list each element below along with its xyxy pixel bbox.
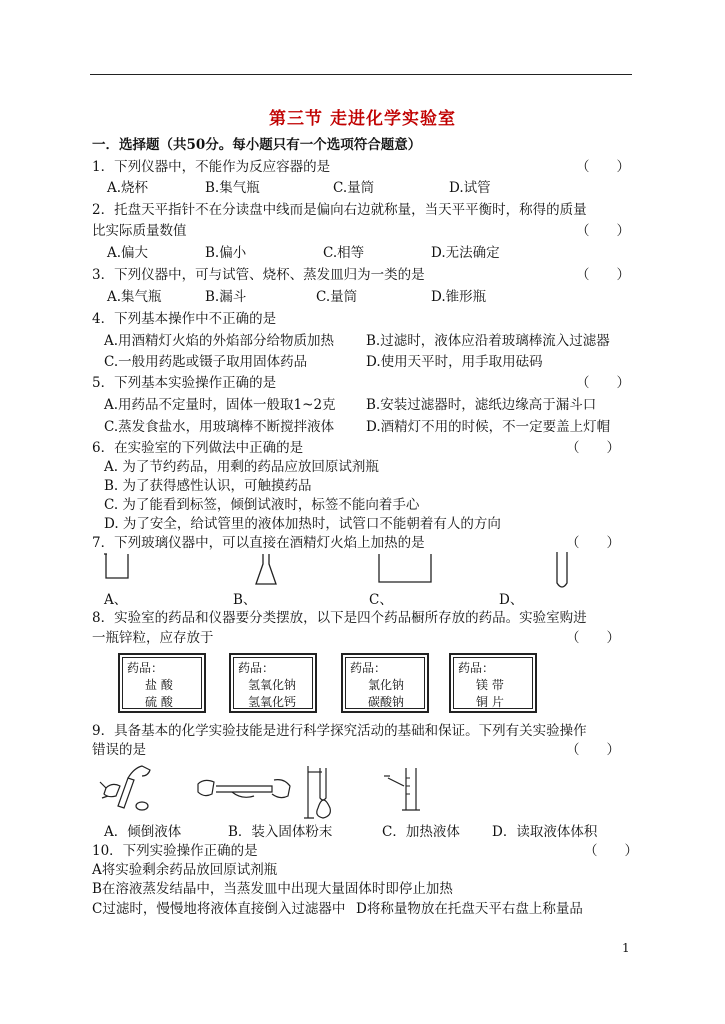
cabinet-3-item-2: 碳酸钠 <box>368 695 405 709</box>
cabinet-4 <box>449 653 537 713</box>
answer-paren-1: （ ） <box>576 159 630 175</box>
answer-paren-7: （ ） <box>566 535 620 551</box>
q1-option-a: A.烧杯 <box>107 180 149 196</box>
q2-option-c: C.相等 <box>323 245 365 261</box>
pouring-liquid-figure <box>98 762 156 812</box>
q7-option-a: A、 <box>104 592 128 608</box>
cabinet-4-head: 药品： <box>458 661 495 675</box>
solid-powder-figure <box>192 772 296 808</box>
question-4-stem: 4．下列基本操作中不正确的是 <box>92 311 277 327</box>
q4-option-c: C.一般用药匙或镊子取用固体药品 <box>104 354 308 370</box>
q6-option-c: C. 为了能看到标签，倾倒试液时，标签不能向着手心 <box>104 497 420 513</box>
header-rule <box>90 74 632 75</box>
q1-option-b: B.集气瓶 <box>205 180 260 196</box>
cabinet-3-item-1: 氯化钠 <box>368 678 405 692</box>
q2-option-a: A.偏大 <box>107 245 149 261</box>
q9-option-b: B．装入固体粉末 <box>228 824 333 840</box>
page-title: 第三节 走进化学实验室 <box>269 109 456 129</box>
q9-option-c: C．加热液体 <box>382 824 460 840</box>
q3-option-a: A.集气瓶 <box>107 289 162 305</box>
q2-option-b: B.偏小 <box>205 245 247 261</box>
test-tube-figure <box>554 551 570 591</box>
q3-option-b: B.漏斗 <box>205 289 247 305</box>
q7-option-d: D、 <box>499 592 524 608</box>
question-8-stem-cont: 一瓶锌粒，应存放于 <box>92 630 214 646</box>
question-5-stem: 5．下列基本实验操作正确的是 <box>92 375 277 391</box>
q5-option-c: C.蒸发食盐水，用玻璃棒不断搅拌液体 <box>104 419 335 435</box>
q10-option-a: A将实验剩余药品放回原试剂瓶 <box>92 862 278 878</box>
q10-option-d: D将称量物放在托盘天平右盘上称量品 <box>356 901 583 917</box>
q9-option-d: D．读取液体体积 <box>492 824 598 840</box>
answer-paren-6: （ ） <box>566 440 620 456</box>
evaporating-dish-figure <box>377 552 433 584</box>
answer-paren-9: （ ） <box>566 742 620 758</box>
cabinet-4-item-2: 铜 片 <box>476 695 504 709</box>
cabinet-2 <box>229 653 317 713</box>
cabinet-2-head: 药品： <box>238 661 275 675</box>
q5-option-a: A.用药品不定量时，固体一般取1~2克 <box>104 397 336 413</box>
cabinet-1-item-2: 硫 酸 <box>145 695 173 709</box>
question-7-stem: 7．下列玻璃仪器中，可以直接在酒精灯火焰上加热的是 <box>92 535 425 551</box>
question-10-stem: 10．下列实验操作正确的是 <box>92 843 258 859</box>
cabinet-2-item-2: 氢氧化钙 <box>248 695 297 709</box>
question-8-stem: 8．实验室的药品和仪器要分类摆放，以下是四个药品橱所存放的药品。实验室购进 <box>92 610 587 626</box>
cabinet-1-item-1: 盐 酸 <box>145 678 173 692</box>
q10-option-b: B在溶液蒸发结晶中，当蒸发皿中出现大量固体时即停止加热 <box>92 881 453 897</box>
answer-paren-8: （ ） <box>566 630 620 646</box>
question-9-stem-cont: 错误的是 <box>92 742 146 758</box>
cabinet-2-item-1: 氢氧化钠 <box>248 678 297 692</box>
answer-paren-5: （ ） <box>576 375 630 391</box>
answer-paren-10: （ ） <box>584 843 638 859</box>
question-6-stem: 6．在实验室的下列做法中正确的是 <box>92 440 304 456</box>
question-1-stem: 1．下列仪器中，不能作为反应容器的是 <box>92 159 331 175</box>
q7-option-c: C、 <box>369 592 393 608</box>
q9-option-a: A．倾倒液体 <box>104 824 182 840</box>
conical-flask-figure <box>254 552 278 586</box>
reading-volume-figure <box>384 766 424 814</box>
q6-option-a: A. 为了节约药品，用剩的药品应放回原试剂瓶 <box>104 459 379 475</box>
beaker-figure <box>104 552 130 580</box>
q4-option-b: B.过滤时，液体应沿着玻璃棒流入过滤器 <box>366 333 610 349</box>
q7-option-b: B、 <box>233 592 257 608</box>
q6-option-b: B. 为了获得感性认识，可触摸药品 <box>104 478 312 494</box>
q1-option-c: C.量筒 <box>333 180 375 196</box>
q3-option-c: C.量筒 <box>316 289 358 305</box>
cabinet-1-head: 药品： <box>127 661 164 675</box>
question-2-stem: 2．托盘天平指针不在分读盘中线而是偏向右边就称量，当天平平衡时，称得的质量 <box>92 202 587 218</box>
cabinet-3-head: 药品： <box>350 661 387 675</box>
q5-option-b: B.安装过滤器时，滤纸边缘高于漏斗口 <box>366 397 597 413</box>
cabinet-1 <box>118 653 206 713</box>
question-2-stem-cont: 比实际质量数值 <box>92 223 187 239</box>
q6-option-d: D. 为了安全，给试管里的液体加热时，试管口不能朝着有人的方向 <box>104 516 501 532</box>
q10-option-c: C过滤时，慢慢地将液体直接倒入过滤器中 <box>92 901 346 917</box>
q4-option-d: D.使用天平时，用手取用砝码 <box>366 354 543 370</box>
cabinet-3 <box>341 653 429 713</box>
answer-paren-2: （ ） <box>576 223 630 239</box>
question-9-stem: 9．具备基本的化学实验技能是进行科学探究活动的基础和保证。下列有关实验操作 <box>92 723 587 739</box>
q1-option-d: D.试管 <box>449 180 491 196</box>
page-number: 1 <box>622 941 630 955</box>
heating-liquid-figure <box>302 762 340 820</box>
q5-option-d: D.酒精灯不用的时候，不一定要盖上灯帽 <box>366 419 611 435</box>
question-3-stem: 3．下列仪器中，可与试管、烧杯、蒸发皿归为一类的是 <box>92 267 425 283</box>
section-heading: 一．选择题（共50分。每小题只有一个选项符合题意） <box>92 137 422 153</box>
answer-paren-3: （ ） <box>576 267 630 283</box>
q4-option-a: A.用酒精灯火焰的外焰部分给物质加热 <box>104 333 335 349</box>
q2-option-d: D.无法确定 <box>431 245 500 261</box>
q3-option-d: D.锥形瓶 <box>431 289 487 305</box>
cabinet-4-item-1: 镁 带 <box>476 678 504 692</box>
